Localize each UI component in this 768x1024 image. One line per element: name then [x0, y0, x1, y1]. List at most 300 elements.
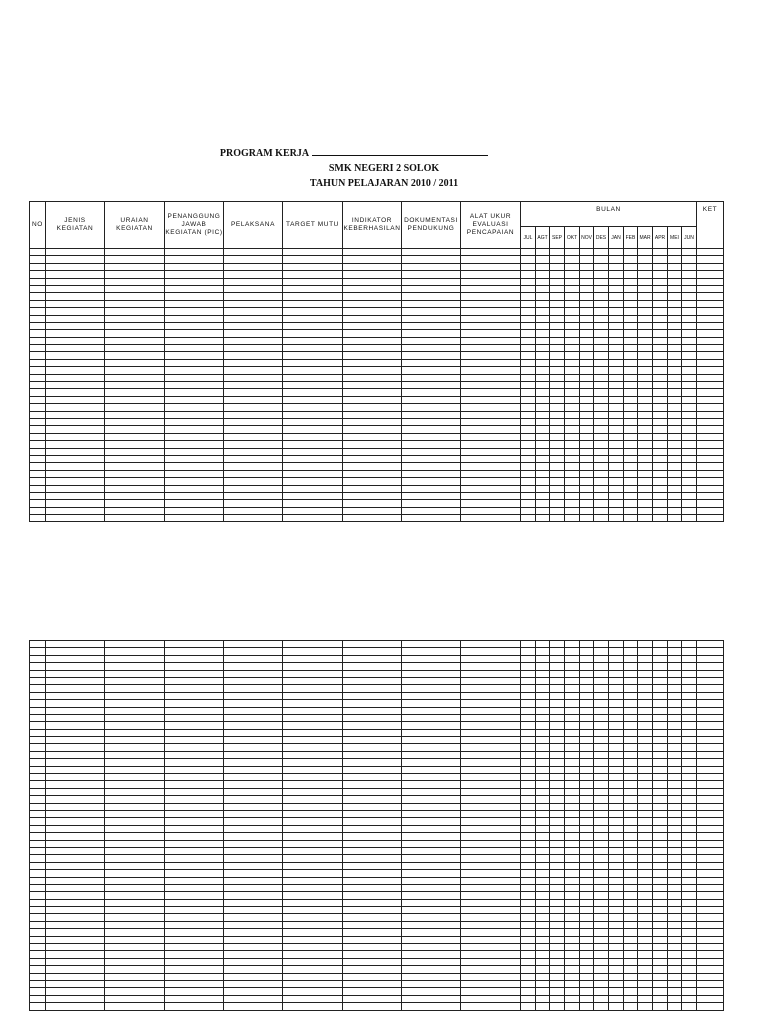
table-cell [30, 404, 46, 411]
table-cell [638, 714, 653, 721]
table-cell [682, 929, 697, 936]
table-cell [46, 951, 105, 958]
table-cell [402, 256, 461, 263]
table-cell [609, 478, 624, 485]
table-cell [668, 774, 682, 781]
table-cell [30, 966, 46, 973]
table-row [30, 330, 724, 337]
table-cell [682, 988, 697, 995]
table-cell [697, 441, 724, 448]
table-cell [609, 973, 624, 980]
table-cell [521, 271, 536, 278]
table-cell [283, 433, 343, 440]
table-cell [224, 315, 283, 322]
table-cell [550, 914, 565, 921]
table-cell [594, 352, 609, 359]
table-cell [594, 707, 609, 714]
table-cell [30, 322, 46, 329]
table-cell [697, 256, 724, 263]
table-cell [30, 367, 46, 374]
table-cell [594, 951, 609, 958]
table-cell [30, 670, 46, 677]
table-cell [550, 411, 565, 418]
table-cell [638, 418, 653, 425]
table-cell [609, 515, 624, 522]
table-cell [594, 426, 609, 433]
table-cell [165, 796, 224, 803]
table-cell [550, 285, 565, 292]
table-cell [46, 995, 105, 1002]
table-cell [165, 359, 224, 366]
table-cell [638, 1003, 653, 1010]
table-cell [46, 641, 105, 648]
table-cell [624, 700, 638, 707]
table-cell [224, 877, 283, 884]
table-cell [105, 921, 165, 928]
table-cell [402, 271, 461, 278]
table-cell [283, 256, 343, 263]
table-cell [580, 729, 594, 736]
table-cell [594, 1003, 609, 1010]
header-no: NO [30, 202, 46, 249]
table-cell [565, 396, 580, 403]
table-cell [550, 862, 565, 869]
table-cell [46, 847, 105, 854]
table-cell [624, 958, 638, 965]
table-cell [624, 315, 638, 322]
table-cell [224, 500, 283, 507]
table-cell [402, 870, 461, 877]
table-cell [565, 714, 580, 721]
table-cell [105, 330, 165, 337]
table-cell [624, 855, 638, 862]
table-cell [609, 759, 624, 766]
table-cell [521, 862, 536, 869]
table-row [30, 966, 724, 973]
table-cell [105, 478, 165, 485]
table-cell [521, 441, 536, 448]
table-cell [565, 796, 580, 803]
table-cell [402, 899, 461, 906]
table-cell [283, 500, 343, 507]
table-cell [402, 737, 461, 744]
table-cell [224, 744, 283, 751]
table-cell [46, 700, 105, 707]
table-cell [565, 744, 580, 751]
table-cell [565, 648, 580, 655]
table-cell [697, 803, 724, 810]
table-cell [165, 367, 224, 374]
table-row [30, 308, 724, 315]
table-cell [343, 330, 402, 337]
table-cell [30, 944, 46, 951]
table-cell [609, 692, 624, 699]
table-cell [697, 995, 724, 1002]
table-cell [165, 877, 224, 884]
table-cell [343, 685, 402, 692]
table-cell [283, 382, 343, 389]
month-header: MEI [668, 227, 682, 249]
table-cell [624, 847, 638, 854]
table-cell [697, 500, 724, 507]
table-cell [536, 663, 550, 670]
table-cell [550, 418, 565, 425]
table-row [30, 973, 724, 980]
table-cell [609, 322, 624, 329]
table-cell [402, 663, 461, 670]
table-cell [283, 448, 343, 455]
table-cell [105, 936, 165, 943]
table-cell [165, 958, 224, 965]
table-cell [283, 374, 343, 381]
table-cell [697, 685, 724, 692]
table-row [30, 944, 724, 951]
table-cell [609, 921, 624, 928]
table-cell [638, 840, 653, 847]
table-cell [283, 899, 343, 906]
table-cell [105, 774, 165, 781]
table-cell [594, 670, 609, 677]
table-cell [594, 396, 609, 403]
table-cell [668, 862, 682, 869]
table-cell [638, 855, 653, 862]
table-row [30, 256, 724, 263]
table-cell [30, 818, 46, 825]
table-row [30, 500, 724, 507]
table-cell [697, 285, 724, 292]
table-cell [105, 322, 165, 329]
table-cell [402, 714, 461, 721]
table-cell [682, 729, 697, 736]
table-cell [521, 774, 536, 781]
table-cell [682, 367, 697, 374]
table-cell [283, 655, 343, 662]
table-cell [30, 271, 46, 278]
table-cell [536, 382, 550, 389]
table-cell [343, 818, 402, 825]
table-cell [624, 825, 638, 832]
table-cell [165, 418, 224, 425]
table-cell [105, 759, 165, 766]
table-cell [343, 958, 402, 965]
table-cell [461, 966, 521, 973]
table-cell [668, 700, 682, 707]
table-cell [638, 936, 653, 943]
table-cell [521, 714, 536, 721]
table-cell [697, 507, 724, 514]
table-cell [580, 271, 594, 278]
table-cell [653, 825, 668, 832]
table-cell [638, 359, 653, 366]
table-cell [461, 271, 521, 278]
table-cell [550, 463, 565, 470]
table-cell [697, 907, 724, 914]
table-cell [653, 648, 668, 655]
table-cell [283, 463, 343, 470]
table-cell [550, 485, 565, 492]
table-cell [283, 810, 343, 817]
academic-year: TAHUN PELAJARAN 2010 / 2011 [309, 178, 459, 189]
table-cell [638, 737, 653, 744]
table-cell [594, 973, 609, 980]
table-cell [224, 367, 283, 374]
table-cell [638, 441, 653, 448]
table-cell [402, 330, 461, 337]
table-cell [653, 803, 668, 810]
table-row [30, 995, 724, 1002]
table-cell [565, 914, 580, 921]
table-cell [165, 670, 224, 677]
table-cell [402, 825, 461, 832]
table-cell [624, 655, 638, 662]
table-cell [46, 966, 105, 973]
table-cell [461, 352, 521, 359]
table-cell [653, 766, 668, 773]
table-cell [30, 426, 46, 433]
table-cell [609, 404, 624, 411]
table-cell [105, 685, 165, 692]
table-cell [624, 980, 638, 987]
table-cell [402, 692, 461, 699]
table-cell [697, 847, 724, 854]
table-cell [594, 359, 609, 366]
table-cell [668, 256, 682, 263]
table-cell [343, 936, 402, 943]
table-cell [697, 788, 724, 795]
table-cell [624, 818, 638, 825]
table-cell [521, 759, 536, 766]
table-cell [638, 692, 653, 699]
table-cell [402, 818, 461, 825]
table-row [30, 337, 724, 344]
table-cell [550, 670, 565, 677]
table-cell [668, 374, 682, 381]
table-cell [682, 855, 697, 862]
table-cell [609, 500, 624, 507]
table-cell [343, 256, 402, 263]
table-cell [653, 315, 668, 322]
table-cell [283, 663, 343, 670]
table-cell [105, 973, 165, 980]
table-cell [224, 352, 283, 359]
table-cell [565, 308, 580, 315]
table-cell [668, 663, 682, 670]
table-cell [624, 670, 638, 677]
table-cell [550, 810, 565, 817]
table-cell [46, 404, 105, 411]
table-cell [343, 692, 402, 699]
table-cell [653, 714, 668, 721]
table-cell [682, 315, 697, 322]
table-cell [224, 1003, 283, 1010]
table-cell [461, 389, 521, 396]
table-cell [343, 677, 402, 684]
table-cell [402, 337, 461, 344]
table-cell [402, 810, 461, 817]
table-cell [105, 404, 165, 411]
table-cell [283, 862, 343, 869]
table-cell [343, 367, 402, 374]
table-cell [594, 929, 609, 936]
table-cell [283, 359, 343, 366]
table-cell [165, 455, 224, 462]
table-cell [638, 862, 653, 869]
table-cell [565, 677, 580, 684]
table-cell [536, 700, 550, 707]
table-cell [565, 382, 580, 389]
table-cell [653, 345, 668, 352]
table-cell [697, 463, 724, 470]
table-cell [343, 914, 402, 921]
table-cell [638, 958, 653, 965]
table-cell [594, 966, 609, 973]
table-cell [697, 796, 724, 803]
table-cell [565, 352, 580, 359]
table-cell [343, 744, 402, 751]
table-row [30, 759, 724, 766]
table-cell [343, 966, 402, 973]
table-cell [283, 796, 343, 803]
table-cell [638, 470, 653, 477]
table-cell [682, 899, 697, 906]
table-cell [609, 285, 624, 292]
table-cell [536, 944, 550, 951]
table-cell [283, 389, 343, 396]
table-cell [30, 396, 46, 403]
table-cell [30, 389, 46, 396]
table-cell [609, 441, 624, 448]
table-cell [580, 426, 594, 433]
table-cell [682, 300, 697, 307]
table-cell [682, 921, 697, 928]
table-cell [580, 507, 594, 514]
table-cell [521, 359, 536, 366]
table-cell [668, 825, 682, 832]
table-cell [224, 648, 283, 655]
table-cell [609, 833, 624, 840]
table-cell [550, 722, 565, 729]
table-cell [461, 478, 521, 485]
table-cell [624, 389, 638, 396]
table-cell [165, 478, 224, 485]
month-header: AGT [536, 227, 550, 249]
table-cell [580, 884, 594, 891]
table-cell [697, 359, 724, 366]
table-cell [165, 700, 224, 707]
table-cell [46, 914, 105, 921]
table-cell [402, 973, 461, 980]
table-row [30, 766, 724, 773]
table-cell [283, 766, 343, 773]
table-cell [536, 847, 550, 854]
table-cell [550, 899, 565, 906]
table-cell [594, 988, 609, 995]
table-cell [594, 892, 609, 899]
table-cell [46, 1003, 105, 1010]
table-cell [550, 737, 565, 744]
table-cell [521, 995, 536, 1002]
table-cell [697, 921, 724, 928]
table-row [30, 921, 724, 928]
table-cell [550, 796, 565, 803]
table-cell [224, 700, 283, 707]
table-cell [343, 781, 402, 788]
table-cell [580, 463, 594, 470]
table-cell [30, 707, 46, 714]
table-cell [343, 722, 402, 729]
table-cell [580, 300, 594, 307]
table-cell [550, 707, 565, 714]
table-cell [343, 337, 402, 344]
table-cell [594, 796, 609, 803]
table-cell [521, 707, 536, 714]
table-cell [638, 463, 653, 470]
table-cell [343, 929, 402, 936]
table-cell [536, 870, 550, 877]
table-cell [461, 315, 521, 322]
table-cell [594, 766, 609, 773]
table-cell [105, 648, 165, 655]
table-cell [30, 877, 46, 884]
table-cell [580, 966, 594, 973]
table-cell [521, 936, 536, 943]
table-cell [30, 433, 46, 440]
table-cell [653, 722, 668, 729]
table-cell [609, 980, 624, 987]
table-cell [638, 389, 653, 396]
table-cell [609, 426, 624, 433]
table-cell [461, 337, 521, 344]
table-cell [536, 825, 550, 832]
table-cell [653, 515, 668, 522]
table-cell [343, 374, 402, 381]
table-cell [697, 833, 724, 840]
table-cell [668, 855, 682, 862]
table-cell [536, 337, 550, 344]
table-cell [283, 648, 343, 655]
table-cell [697, 722, 724, 729]
table-cell [283, 455, 343, 462]
table-cell [224, 714, 283, 721]
table-cell [165, 766, 224, 773]
table-cell [668, 300, 682, 307]
table-cell [224, 404, 283, 411]
table-cell [638, 766, 653, 773]
table-cell [343, 995, 402, 1002]
table-cell [638, 877, 653, 884]
table-cell [521, 914, 536, 921]
table-row [30, 382, 724, 389]
table-cell [580, 337, 594, 344]
table-cell [165, 308, 224, 315]
table-cell [638, 951, 653, 958]
table-cell [550, 515, 565, 522]
table-cell [46, 389, 105, 396]
table-cell [536, 988, 550, 995]
table-cell [580, 367, 594, 374]
table-cell [682, 685, 697, 692]
table-cell [343, 315, 402, 322]
table-cell [105, 980, 165, 987]
table-cell [30, 796, 46, 803]
table-cell [624, 944, 638, 951]
table-cell [624, 352, 638, 359]
table-cell [697, 877, 724, 884]
table-cell [521, 951, 536, 958]
table-cell [461, 685, 521, 692]
table-cell [46, 263, 105, 270]
table-cell [668, 330, 682, 337]
